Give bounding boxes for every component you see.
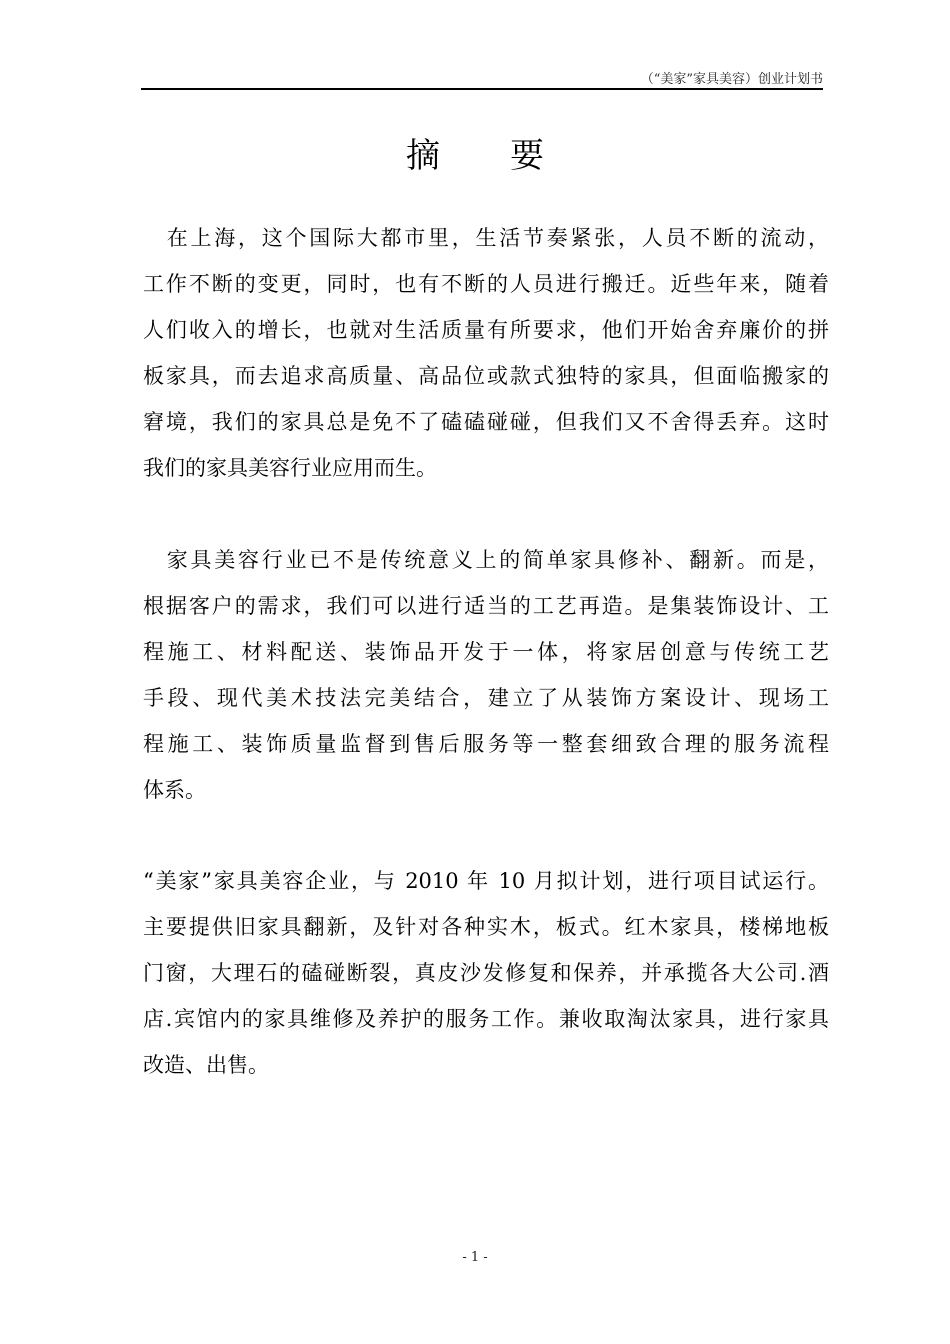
running-header: （“美家”家具美容）创业计划书 [640, 72, 823, 87]
paragraph-line: 窘境，我们的家具总是免不了磕磕碰碰，但我们又不舍得丢弃。这时 [143, 410, 829, 434]
paragraph-industry [143, 537, 829, 813]
paragraph-intro [143, 215, 829, 491]
paragraph-line: 手段、现代美术技法完美结合，建立了从装饰方案设计、现场工 [143, 686, 829, 710]
paragraph-line: 程施工、装饰质量监督到售后服务等一整套细致合理的服务流程 [143, 732, 829, 756]
paragraph-line: 体系。 [143, 778, 206, 802]
paragraph-line: 店.宾馆内的家具维修及养护的服务工作。兼收取淘汰家具，进行家具 [143, 1007, 829, 1031]
paragraph-line: “美家”家具美容企业，与 2010 年 10 月拟计划，进行项目试运行。 [143, 869, 829, 893]
header-divider [141, 88, 823, 90]
paragraph-line: 工作不断的变更，同时，也有不断的人员进行搬迁。近些年来，随着 [143, 272, 829, 296]
paragraph-line: 根据客户的需求，我们可以进行适当的工艺再造。是集装饰设计、工 [143, 594, 829, 618]
paragraph-line: 我们的家具美容行业应用而生。 [143, 456, 437, 480]
paragraph-line: 在上海，这个国际大都市里，生活节奏紧张，人员不断的流动， [143, 226, 829, 250]
paragraph-company [143, 858, 829, 1088]
paragraph-line: 家具美容行业已不是传统意义上的简单家具修补、翻新。而是， [143, 548, 829, 572]
paragraph-line: 主要提供旧家具翻新，及针对各种实木，板式。红木家具，楼梯地板 [143, 915, 829, 939]
page-title: 摘要 [406, 136, 614, 176]
paragraph-line: 板家具，而去追求高质量、高品位或款式独特的家具，但面临搬家的 [143, 364, 829, 388]
paragraph-line: 人们收入的增长，也就对生活质量有所要求，他们开始舍弃廉价的拼 [143, 318, 829, 342]
paragraph-line: 门窗，大理石的磕碰断裂，真皮沙发修复和保养，并承揽各大公司.酒 [143, 961, 829, 985]
page-number: - 1 - [462, 1250, 488, 1265]
paragraph-line: 改造、出售。 [143, 1053, 269, 1077]
paragraph-line: 程施工、材料配送、装饰品开发于一体，将家居创意与传统工艺 [143, 640, 829, 664]
